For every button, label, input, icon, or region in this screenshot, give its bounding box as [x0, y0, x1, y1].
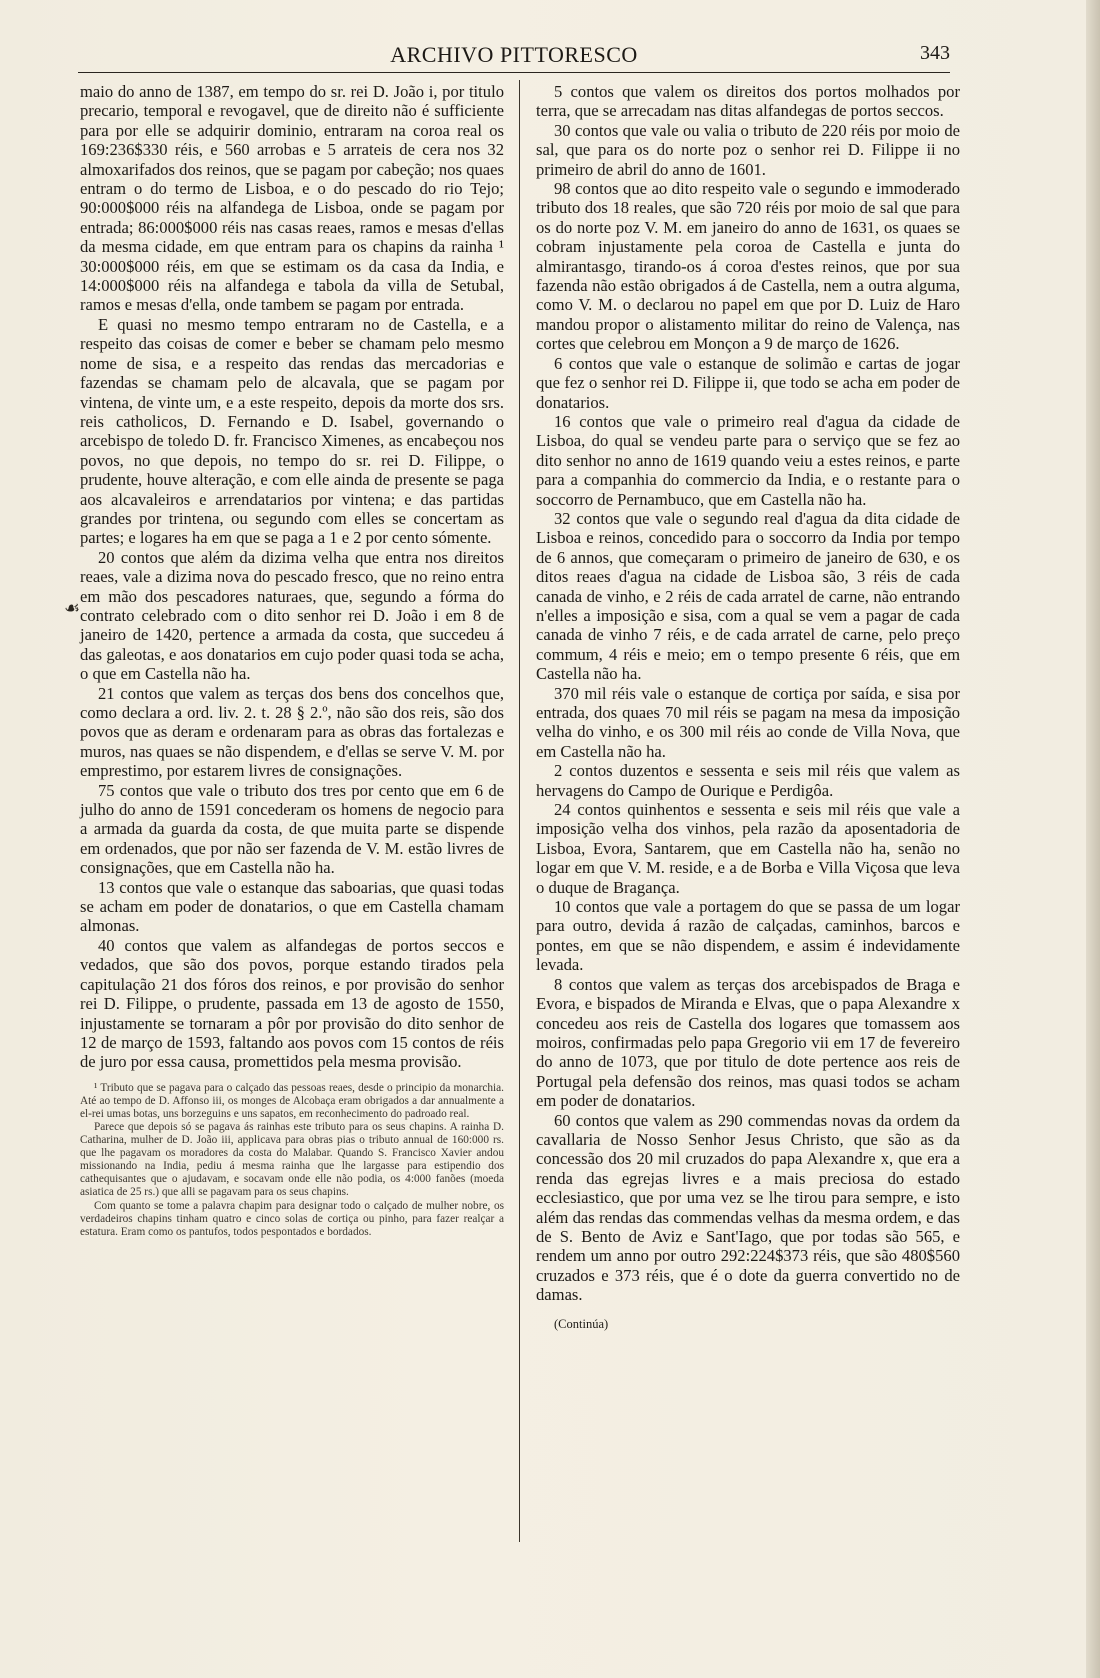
paragraph: 20 contos que além da dizima velha que entra nos direitos reaes, vale a dizima nova do pescado fresco, que no reino entra em mão dos pescadores naturaes, que, segundo a fórma do contrato celebrado com o dito senhor rei D. João i em 8 de janeiro de 1420, pertence a armada da costa, que succedeu á das galeotas, e aos donatarios em cujo poder quasi toda se acha, o que em Castella não ha. — [80, 547, 504, 684]
paragraph: 5 contos que valem os direitos dos portos molhados por terra, que se arrecadam nas ditas alfandegas de portos seccos. — [536, 82, 960, 121]
paragraph: 30 contos que vale ou valia o tributo de 220 réis por moio de sal, que para os do norte poz o senhor rei D. Filippe ii no primeiro de abril do anno de 1601. — [536, 120, 960, 179]
paragraph: 6 contos que vale o estanque de solimão e cartas de jogar que fez o senhor rei D. Filippe ii, que todo se acha em poder de donatarios. — [536, 353, 960, 412]
paragraph: 8 contos que valem as terças dos arcebispados de Braga e Evora, e bispados de Miranda e Elvas, que o papa Alexandre x concedeu aos reis de Castella dos logares que tomassem aos moiros, confirmadas pelo papa Gregorio vii em 17 de fevereiro do anno de 1073, que por titulo de dote pertence aos reis de Portugal pela defensão dos reinos, mas quasi todos se acham em poder de donatarios. — [536, 974, 960, 1111]
continued-note: (Continúa) — [554, 1316, 609, 1331]
paragraph: 370 mil réis vale o estanque de cortiça por saída, e sisa por entrada, dos quaes 70 mil réis se pagam na mesa da imposição velha do vinho, e os 300 mil réis ao conde de Villa Nova, que em Castella não ha. — [536, 683, 960, 761]
header-rule — [78, 72, 950, 73]
footnote: Parece que depois só se pagava ás rainhas este tributo para os seus chapins. A rainha D. Catharina, mulher de D. João iii, applicava para obras pias o tributo annual de 160:000 rs. que lhe pagavam os moradores da costa do Malabar. Quando S. Francisco Xavier andou missionando na India, pediu á mesma rainha que lhe largasse para estipendio dos cathequisantes que o ajudavam, e socavam onde elle não podia, os 4:000 fanões (moeda asiatica de 25 rs.) que alli se pagavam para os seus chapins. — [80, 1121, 504, 1199]
footnote: Com quanto se tome a palavra chapim para designar todo o calçado de mulher nobre, os verdadeiros chapins tinham quatro e cinco solas de cortiça ou pinho, para fazer realçar a estatura. Eram como os pantufos, todos pespontados e bordados. — [80, 1199, 504, 1238]
paragraph: 13 contos que vale o estanque das saboarias, que quasi todas se acham em poder de donatarios, o que em Castella chamam almonas. — [80, 877, 504, 936]
paragraph: 98 contos que ao dito respeito vale o segundo e immoderado tributo dos 18 reales, que são 720 réis por moio de sal que para os do norte poz V. M. em janeiro do anno de 1631, os quaes se cobram injustamente pela coroa de Castella e junta do almirantasgo, tirando-os á coroa d'estes reinos, que por sua fazenda não estão obrigados á de Castella, nem a outra alguma, como V. M. o declarou no papel em que por D. Luiz de Haro mandou propor o alistamento militar do reino de Valença, nas cortes que celebrou em Monçon a 9 de março de 1626. — [536, 179, 960, 354]
paragraph: E quasi no mesmo tempo entraram no de Castella, e a respeito das coisas de comer e beber se chamam pelo mesmo nome de sisa, e a respeito das rendas das mercadorias e fazendas se chamam pelo de alcavala, que se pagam por vintena, de vinte um, e a este respeito, depois da morte dos srs. reis catholicos, D. Fernando e D. Isabel, governando o arcebispo de toledo D. fr. Francisco Ximenes, as encabeçou nos povos, no que depois, no tempo do sr. rei D. Filippe, o prudente, houve alteração, e com elle ainda de presente se paga aos alcavaleiros e arrendatarios por vintena; e das partidas grandes por trintena, ou segundo com elles se concertam as partes; e logares ha em que se paga a 1 e 2 por cento sómente. — [80, 314, 504, 548]
paragraph: 2 contos duzentos e sessenta e seis mil réis que valem as hervagens do Campo de Ourique e Perdigôa. — [536, 761, 960, 800]
paragraph: 32 contos que vale o segundo real d'agua da dita cidade de Lisboa e reinos, concedido para o soccorro da India por tempo de 6 annos, que começaram o primeiro de janeiro de 630, e os ditos reaes d'agua na cidade de Lisboa são, 3 réis de cada canada de vinho, e 2 réis de cada arratel de carne, não entrando n'elles a imposição e sisa, com a qual se vem a pagar de cada canada de vinho 7 réis, e de cada arratel de carne, pelo preço commum, 4 réis e meio; em o tempo presente 6 réis, que em Castella não ha. — [536, 508, 960, 684]
paragraph: 16 contos que vale o primeiro real d'agua da cidade de Lisboa, do qual se vendeu parte para o serviço que se fez ao dito senhor no anno de 1619 quando veiu a estes reinos, e parte para a companhia do commercio da India, e o restante para o soccorro de Pernambuco, que em Castella não ha. — [536, 411, 960, 509]
footnotes — [80, 1082, 504, 1239]
paragraph: maio do anno de 1387, em tempo do sr. rei D. João i, por titulo precario, temporal e revogavel, que de direito não é sufficiente para por elle se adquirir dominio, entraram na coroa real os 169:236$330 réis, e 560 arrobas e 5 arrateis de cera nos 32 almoxarifados dos reinos, que se pagam por cabeção; nos quaes entram o do termo de Lisboa, e o do pescado do rio Tejo; 90:000$000 réis na alfandega de Lisboa, onde se pagam por entrada; 86:000$000 réis nas casas reaes, ramos e mesas d'ellas da mesma cidade, em que entram para os chapins da rainha ¹ 30:000$000 réis, em que se estimam os da casa da India, e 14:000$000 réis na alfandega e tabola da villa de Setubal, ramos e mesas d'ella, onde tambem se pagam por entrada. — [80, 82, 504, 315]
footnote: ¹ Tributo que se pagava para o calçado das pessoas reaes, desde o principio da monarchia. Até ao tempo de D. Affonso iii, os monges de Alcobaça eram obrigados a dar annualmente a el-rei umas botas, uns borzeguins e uns sapatos, em reconhecimento do padroado real. — [80, 1081, 504, 1120]
right-column — [536, 82, 960, 1334]
journal-title: ARCHIVO PITTORESCO — [390, 42, 638, 67]
left-column — [80, 82, 504, 1239]
paragraph: 24 contos quinhentos e sessenta e seis mil réis que vale a imposição velha dos vinhos, pela razão da aposentadoria de Lisboa, Evora, Santarem, que em Castella não ha, senão no logar em que V. M. reside, e a de Borba e Villa Viçosa que leva o duque de Bragança. — [536, 800, 960, 897]
page-spine-edge — [1086, 0, 1100, 1678]
paragraph: 60 contos que valem as 290 commendas novas da ordem da cavallaria de Nosso Senhor Jesus Christo, que são as da concessão dos 20 mil cruzados do papa Alexandre x, que era a renda das egrejas livres e a mais preciosa do estado ecclesiastico, que por uma vez se lhe tirou para sempre, e isto além das rendas das commendas velhas da mesma ordem, e das de S. Bento de Aviz e Sant'Iago, que por todas são 565, e rendem um anno por outro 292:224$373 réis, que são 480$560 cruzados e 373 réis, que é o dote da guerra convertido no de damas. — [536, 1110, 960, 1305]
paragraph: 21 contos que valem as terças dos bens dos concelhos que, como declara a ord. liv. 2. t. 28 § 2.º, não são dos reis, são dos povos que as deram e ordenaram para as obras das fortalezas e muros, nas quaes se não dispendem, e d'ellas se serve V. M. por emprestimo, por estarem livres de consignações. — [80, 683, 504, 781]
paragraph: 75 contos que vale o tributo dos tres por cento que em 6 de julho do anno de 1591 concederam os homens de negocio para a armada da guarda da costa, de que muita parte se dispende em ordenados, que por não ser fazenda de V. M. estão livres de consignações, que em Castella não ha. — [80, 780, 504, 878]
margin-mark: ☙ — [64, 598, 81, 618]
page-number: 343 — [920, 42, 950, 64]
paragraph: 10 contos que vale a portagem do que se passa de um logar para outro, devida á razão de calçadas, caminhos, barcos e pontes, em que se não dispendem, e assim é indevidamente levada. — [536, 897, 960, 975]
column-divider — [519, 80, 520, 1542]
paragraph: 40 contos que valem as alfandegas de portos seccos e vedados, que são dos povos, porque estando tirados pela capitulação 21 dos fóros dos reinos, e por provisão do senhor rei D. Filippe, o prudente, passada em 13 de agosto de 1550, injustamente se tornaram a pôr por provisão do dito senhor de 12 de março de 1593, faltando aos povos com 15 contos de réis de juro por essa causa, promettidos pela mesma provisão. — [80, 935, 504, 1072]
running-header — [78, 40, 950, 68]
